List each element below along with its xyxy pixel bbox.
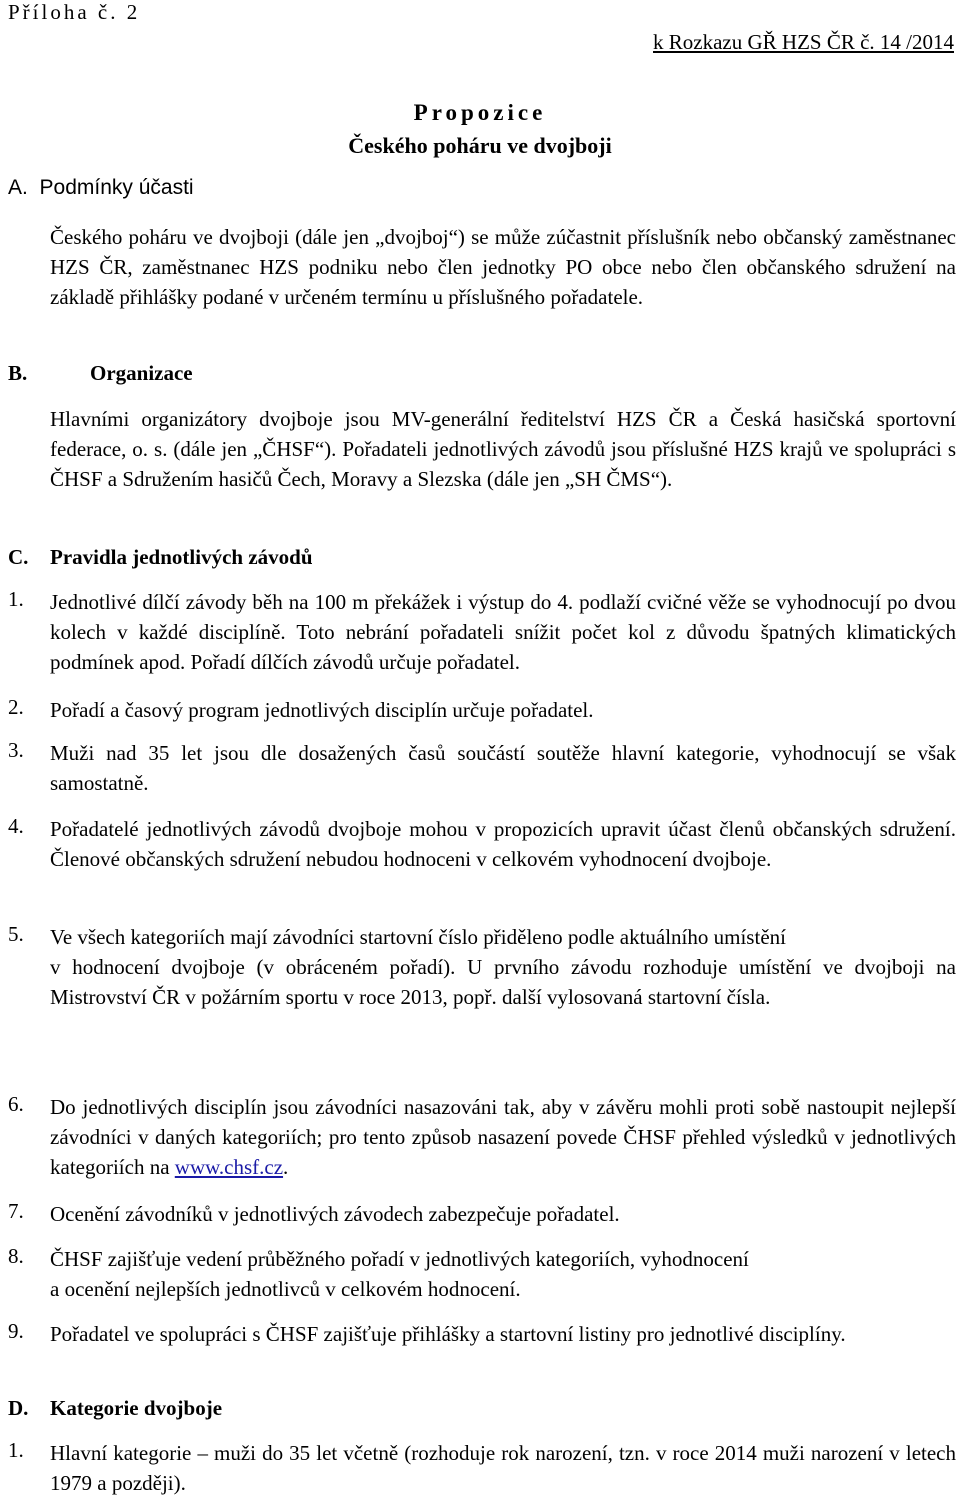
section-d-title: Kategorie dvojboje	[50, 1396, 223, 1420]
list-item	[8, 1092, 956, 1182]
section-a-text	[50, 222, 956, 312]
page-subtitle: Českého poháru ve dvojboji	[348, 133, 612, 158]
list-item-text: Do jednotlivých disciplín jsou závodníci nasazováni tak, aby v závěru mohli proti sobě nastoupit nejlepší závodníci v daných kategoriích; pro tento způsob nasazení povede ČHSF přehled výsledků v jednotlivých kategoriích na	[50, 1095, 956, 1179]
list-item-text: Hlavní kategorie – muži do 35 let včetně (rozhoduje rok narození, tzn. v roce 2014 muži narození v letech 1979 a později).	[50, 1441, 956, 1495]
section-a-title: Podmínky účasti	[39, 176, 194, 199]
list-item-text: Ocenění závodníků v jednotlivých závodech zabezpečuje pořadatel.	[50, 1202, 620, 1226]
list-item-number: 5.	[8, 922, 24, 946]
section-c-title: Pravidla jednotlivých závodů	[50, 545, 313, 569]
section-a-label: A.	[8, 176, 28, 199]
section-b-paragraph: Hlavními organizátory dvojboje jsou MV-generální ředitelství HZS ČR a Česká hasičská sportovní federace, o. s. (dále jen „ČHSF“). Pořadateli jednotlivých závodů jsou příslušné HZS krajů ve spolupráci s ČHSF a Sdružením hasičů Čech, Moravy a Slezska (dále jen „SH ČMS“).	[50, 407, 956, 491]
section-c-label: C.	[8, 545, 29, 569]
list-item	[8, 1244, 956, 1304]
list-item-text: Pořadatel ve spolupráci s ČHSF zajišťuje přihlášky a startovní listiny pro jednotlivé disciplíny.	[50, 1322, 846, 1346]
list-item	[8, 695, 956, 725]
list-item	[8, 1319, 956, 1349]
attachment-label: Příloha č. 2	[8, 0, 141, 24]
list-item	[8, 587, 956, 677]
list-item-number: 9.	[8, 1319, 24, 1343]
section-b-title: Organizace	[90, 361, 193, 385]
list-item-number: 7.	[8, 1199, 24, 1223]
list-item-text: ČHSF zajišťuje vedení průběžného pořadí v jednotlivých kategoriích, vyhodnocení	[50, 1247, 749, 1271]
section-d-heading	[8, 1396, 222, 1421]
list-item-text: Ve všech kategoriích mají závodníci startovní číslo přiděleno podle aktuálního umístění	[50, 925, 786, 949]
list-item-text: Pořadatelé jednotlivých závodů dvojboje mohou v propozicích upravit účast členů občanských sdružení. Členové občanských sdružení nebudou hodnoceni v celkovém vyhodnocení dvojboje.	[50, 817, 956, 871]
list-item-text-continued: a ocenění nejlepších jednotlivců v celkovém hodnocení.	[50, 1277, 521, 1301]
list-item-text-end: .	[283, 1155, 289, 1179]
section-a-heading	[8, 176, 194, 200]
list-item	[8, 738, 956, 798]
list-item	[8, 814, 956, 874]
chsf-website-link[interactable]: www.chsf.cz	[174, 1155, 284, 1179]
list-item-text-continued: v hodnocení dvojboje (v obráceném pořadí). U prvního závodu rozhoduje umístění ve dvojboji na Mistrovství ČR v požárním sportu v roce 2013, popř. další vylosovaná startovní čísla.	[50, 955, 956, 1009]
list-item	[8, 1199, 956, 1229]
section-d-label: D.	[8, 1396, 29, 1420]
list-item-number: 3.	[8, 738, 24, 762]
section-c-heading	[8, 545, 313, 570]
order-reference: k Rozkazu GŘ HZS ČR č. 14 /2014	[653, 30, 954, 54]
section-b-label: B.	[8, 361, 28, 385]
page-title: Propozice	[413, 100, 547, 125]
list-item-text: Jednotlivé dílčí závody běh na 100 m překážek i výstup do 4. podlaží cvičné věže se vyhodnocují po dvou kolech v každé disciplíně. Toto nebrání pořadateli snížit počet kol z důvodu špatných klimatických podmínek apod. Pořadí dílčích závodů určuje pořadatel.	[50, 590, 956, 674]
list-item-number: 1.	[8, 587, 24, 611]
list-item-number: 2.	[8, 695, 24, 719]
section-b-heading	[8, 361, 193, 386]
list-item-number: 6.	[8, 1092, 24, 1116]
list-item-text: Muži nad 35 let jsou dle dosažených časů součástí soutěže hlavní kategorie, vyhodnocují se však samostatně.	[50, 741, 956, 795]
list-item-text: Pořadí a časový program jednotlivých disciplín určuje pořadatel.	[50, 698, 594, 722]
list-item	[8, 922, 956, 1012]
list-item	[8, 1438, 956, 1498]
list-item-number: 4.	[8, 814, 24, 838]
list-item-number: 1.	[8, 1438, 24, 1462]
section-b-text	[50, 404, 956, 494]
section-a-paragraph: Českého poháru ve dvojboji (dále jen „dvojboj“) se může zúčastnit příslušník nebo občanský zaměstnanec HZS ČR, zaměstnanec HZS podniku nebo člen jednotky PO obce nebo člen občanského sdružení na základě přihlášky podané v určeném termínu u příslušného pořadatele.	[50, 225, 956, 309]
list-item-number: 8.	[8, 1244, 24, 1268]
